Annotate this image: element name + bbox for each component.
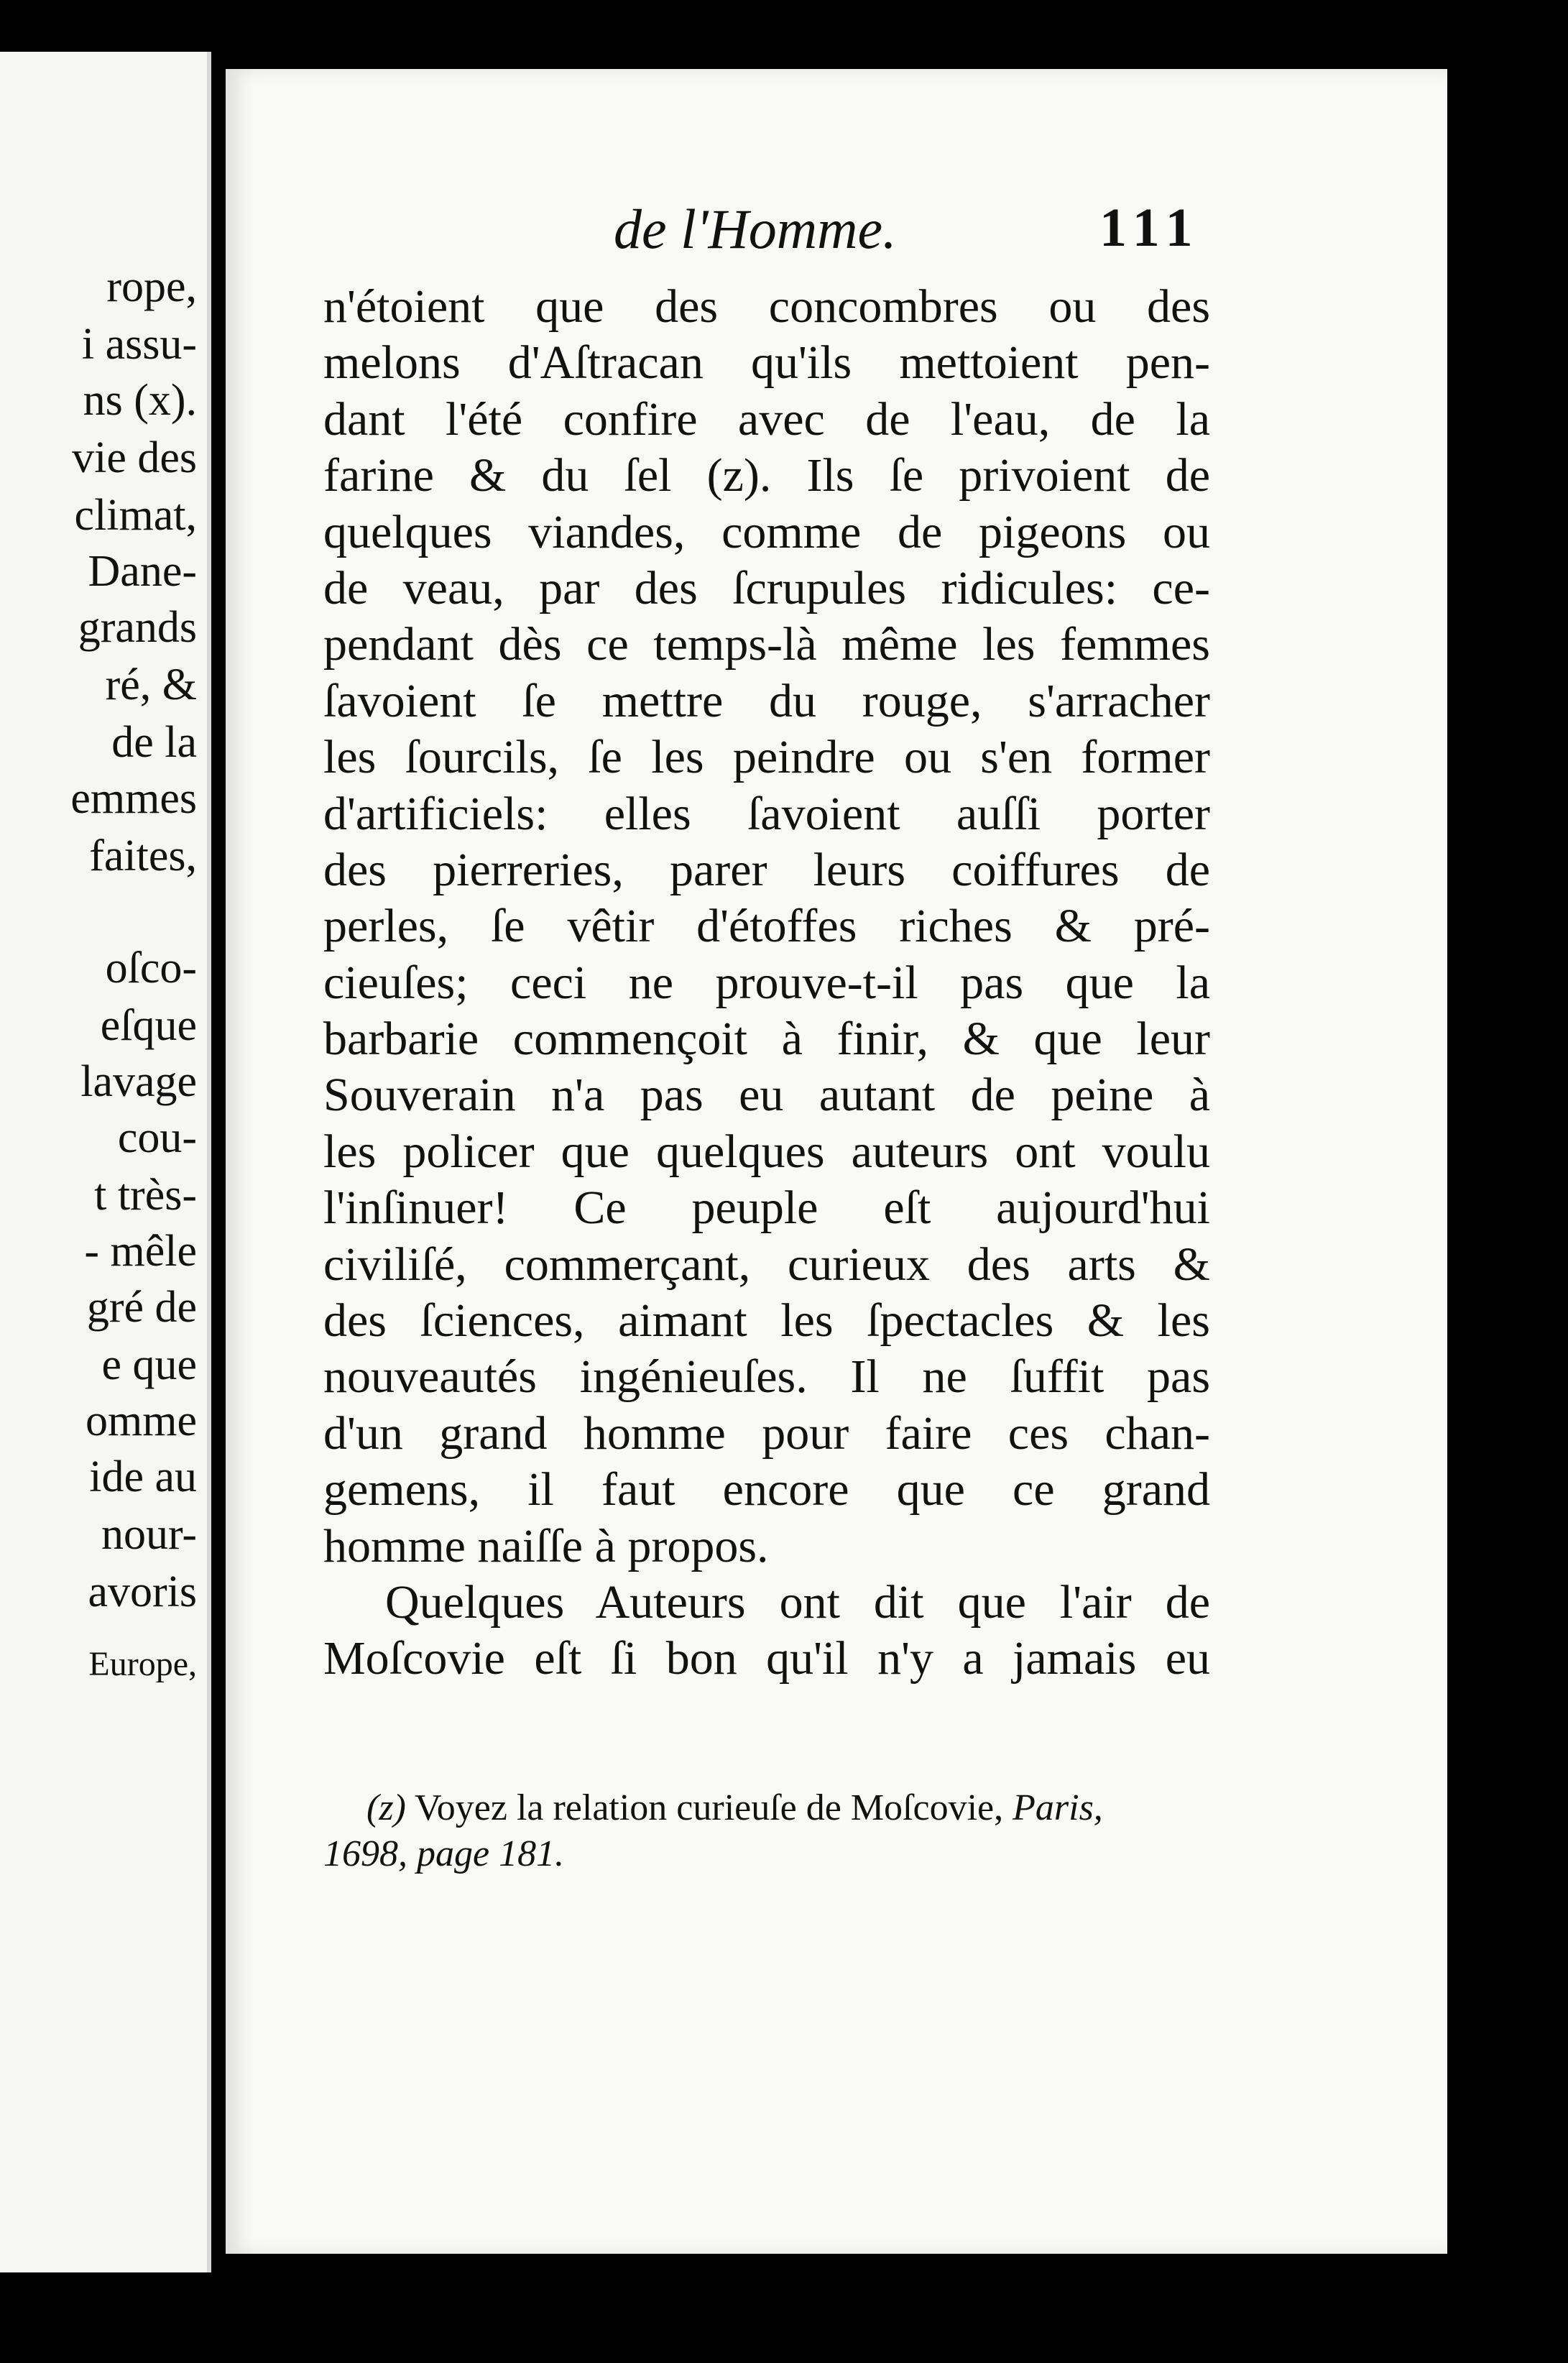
left-page-line: vie des [72, 433, 197, 482]
left-page-line: Europe, [88, 1645, 197, 1683]
left-page-line: emmes [70, 774, 197, 823]
left-page-line: Dane- [88, 547, 197, 596]
text-line: homme naiſſe à propos. [323, 1519, 769, 1572]
text-line: quelques viandes, comme de pigeons ou [323, 505, 1210, 558]
left-page-line: omme [86, 1396, 197, 1445]
left-page-line: de la [111, 718, 197, 767]
footnote [323, 1785, 1210, 1877]
footnote-place: Paris, [1013, 1787, 1103, 1828]
text-line: civiliſé, commerçant, curieux des arts & [323, 1238, 1210, 1291]
text-line: dant l'été confire avec de l'eau, de la [323, 392, 1210, 446]
paragraph-2 [323, 1575, 1210, 1687]
text-line: perles, ſe vêtir d'étoffes riches & pré- [323, 900, 1210, 953]
left-page-line: nour- [101, 1510, 197, 1559]
left-page-line: grands [78, 603, 197, 652]
text-line: Souverain n'a pas eu autant de peine à [323, 1069, 1210, 1122]
text-line: d'artificiels: elles ſavoient auſſi porter [323, 787, 1210, 840]
left-page-line: lavage [80, 1057, 197, 1106]
text-line: des pierreries, parer leurs coiffures de [323, 843, 1210, 896]
left-page-line: oſco- [105, 944, 197, 992]
left-page-line: climat, [74, 491, 197, 540]
footnote-year: 1698, [323, 1833, 407, 1874]
left-page-line: - mêle [84, 1227, 197, 1276]
footnote-text: Voyez la relation curieuſe de Moſcovie, [414, 1787, 1004, 1828]
left-page-line: t très- [94, 1171, 197, 1220]
footnote-page-ref: page 181. [417, 1833, 565, 1874]
left-page-line: ide au [89, 1452, 197, 1501]
text-line: Quelques Auteurs ont dit que l'air de [385, 1575, 1210, 1629]
text-line: l'inſinuer! Ce peuple eſt aujourd'hui [323, 1182, 1210, 1235]
left-page-line: faites, [89, 832, 197, 880]
left-page-line: ns (x). [83, 376, 197, 425]
text-line: des ſciences, aimant les ſpectacles & les [323, 1294, 1210, 1348]
text-line: n'étoient que des concombres ou des [323, 280, 1210, 333]
footnote-line [323, 1831, 1210, 1877]
left-page-fragment [0, 52, 211, 2272]
paragraph-1 [323, 279, 1210, 1575]
left-page-line: gré de [86, 1283, 197, 1332]
text-line: cieuſes; ceci ne prouve-t-il pas que la [323, 956, 1210, 1009]
text-line: de veau, par des ſcrupules ridicules: ce- [323, 561, 1210, 614]
right-page [226, 69, 1447, 2254]
text-line: nouveautés ingénieuſes. Il ne ſuffit pas [323, 1350, 1210, 1404]
left-page-line: eſque [100, 1001, 197, 1050]
text-line: les policer que quelques auteurs ont voulu [323, 1125, 1210, 1178]
footnote-line [323, 1785, 1210, 1831]
left-page-line: ré, & [105, 660, 197, 709]
text-line: ſavoient ſe mettre du rouge, s'arracher [323, 674, 1210, 727]
text-line: barbarie commençoit à finir, & que leur [323, 1013, 1210, 1066]
text-line: melons d'Aſtracan qu'ils mettoient pen- [323, 336, 1210, 390]
left-page-line: rope, [106, 262, 197, 311]
left-page-line: avoris [88, 1567, 197, 1616]
left-page-line: i assu- [81, 320, 197, 369]
text-line: les ſourcils, ſe les peindre ou s'en former [323, 731, 1210, 784]
left-page-line: e que [101, 1340, 197, 1389]
text-line: gemens, il faut encore que ce grand [323, 1463, 1210, 1516]
text-line: d'un grand homme pour faire ces chan- [323, 1406, 1210, 1460]
page-number: 111 [1099, 198, 1202, 258]
text-line: farine & du ſel (z). Ils ſe privoient de [323, 449, 1210, 502]
running-head: de l'Homme. [614, 198, 897, 260]
left-page-line: cou- [117, 1113, 197, 1162]
body-text [323, 279, 1210, 1687]
text-line: pendant dès ce temps-là même les femmes [323, 618, 1210, 671]
footnote-marker: (z) [366, 1787, 406, 1828]
text-line: Moſcovie eſt ſi bon qu'il n'y a jamais eu [323, 1632, 1210, 1685]
